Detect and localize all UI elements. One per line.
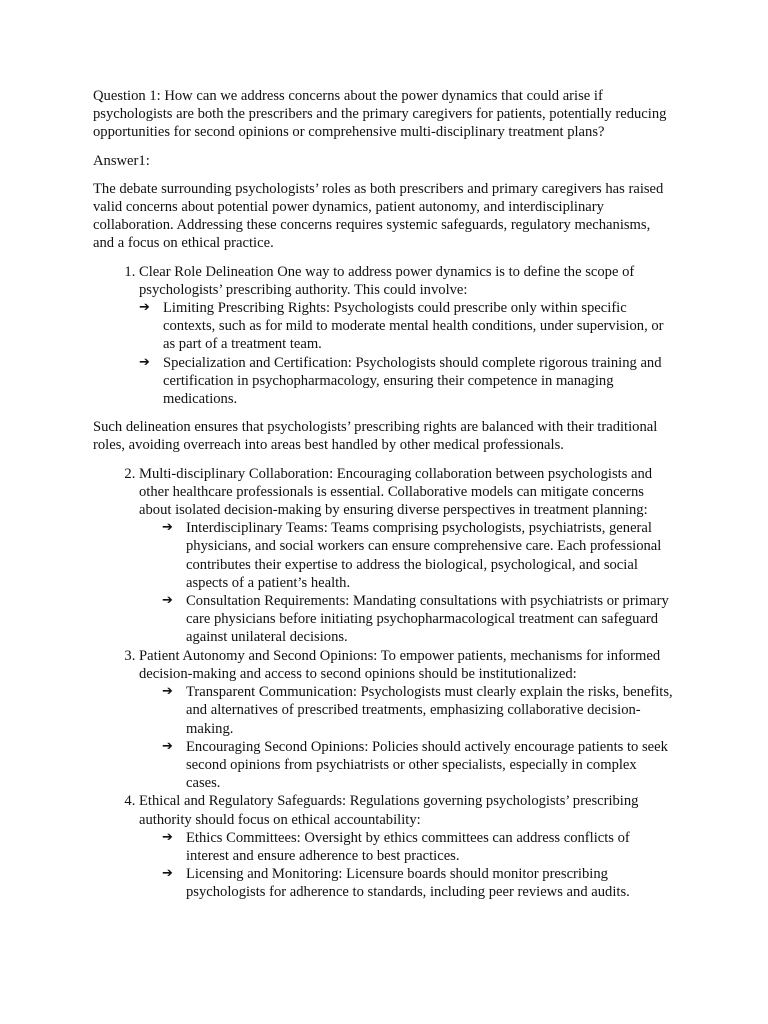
bullet-item — [162, 829, 673, 865]
arrow-bullet-icon: ➔ — [162, 520, 173, 536]
list-item-text: Multi-disciplinary Collaboration: Encouraging collaboration between psychologists and other healthcare professionals is essential. Collaborative models can mitigate concerns about isolated decision-making by ensuring diverse perspectives in treatment planning: — [139, 465, 653, 519]
bullet-list — [162, 519, 673, 646]
bullet-item — [162, 592, 673, 647]
list-item-ethical-safeguards — [139, 792, 673, 901]
bullet-item — [162, 683, 673, 738]
bullet-text: Transparent Communication: Psychologists must clearly explain the risks, benefits, and alternatives of prescribed treatments, emphasizing collaborative decision-making. — [186, 684, 673, 737]
arrow-bullet-icon: ➔ — [162, 738, 173, 754]
bullet-item — [162, 519, 673, 592]
list-item-text: Patient Autonomy and Second Opinions: To empower patients, mechanisms for informed decision-making and access to second opinions should be institutionalized: — [139, 647, 661, 682]
arrow-bullet-icon: ➔ — [139, 354, 150, 370]
arrow-bullet-icon: ➔ — [162, 593, 173, 609]
list-item-patient-autonomy — [139, 647, 673, 793]
answer-label: Answer1: — [93, 152, 150, 169]
bullet-item — [162, 738, 673, 793]
bullet-text: Limiting Prescribing Rights: Psychologists could prescribe only within specific contexts, such as for mild to moderate mental health conditions, under supervision, or as part of a treatment team. — [163, 300, 664, 353]
numbered-list-part1 — [93, 263, 673, 409]
bullet-list — [162, 829, 673, 902]
list-item-text: Ethical and Regulatory Safeguards: Regulations governing psychologists’ prescribing authority should focus on ethical accountability: — [139, 793, 639, 828]
bullet-item — [139, 299, 673, 354]
bullet-text: Specialization and Certification: Psychologists should complete rigorous training and certification in psychopharmacology, ensuring their competence in managing medications. — [163, 354, 662, 408]
question-text: Question 1: How can we address concerns about the power dynamics that could arise if psychologists are both the prescribers and the primary caregivers for patients, potentially reducing opportunities for second opinions or comprehensive multi-disciplinary treatment plans? — [93, 88, 667, 141]
intro-paragraph: The debate surrounding psychologists’ roles as both prescribers and primary caregivers has raised valid concerns about potential power dynamics, patient autonomy, and interdisciplinary collaboration. Addressing these concerns requires systemic safeguards, regulatory mechanisms, and a focus on ethical practice. — [93, 180, 664, 252]
bullet-item — [162, 865, 673, 901]
bullet-text: Ethics Committees: Oversight by ethics committees can address conflicts of interest and ensure adherence to best practices. — [186, 829, 630, 864]
bullet-list — [162, 683, 673, 792]
bullet-text: Encouraging Second Opinions: Policies should actively encourage patients to seek second opinions from psychiatrists or other specialists, especially in complex cases. — [186, 738, 668, 792]
bullet-item — [139, 354, 673, 409]
bullet-list — [139, 299, 673, 408]
arrow-bullet-icon: ➔ — [162, 866, 173, 882]
numbered-list-part2 — [93, 465, 673, 902]
bullet-text: Licensing and Monitoring: Licensure boards should monitor prescribing psychologists for adherence to standards, including peer reviews and audits. — [186, 866, 630, 901]
list-item-collaboration — [139, 465, 673, 647]
bullet-text: Consultation Requirements: Mandating consultations with psychiatrists or primary care physicians before initiating psychopharmacological treatment can safeguard against unilateral decisions. — [186, 593, 669, 646]
delineation-paragraph: Such delineation ensures that psychologists’ prescribing rights are balanced with their traditional roles, avoiding overreach into areas best handled by other medical professionals. — [93, 419, 658, 454]
arrow-bullet-icon: ➔ — [162, 684, 173, 700]
list-item-text: Clear Role Delineation One way to address power dynamics is to define the scope of psychologists’ prescribing authority. This could involve: — [139, 263, 635, 298]
bullet-text: Interdisciplinary Teams: Teams comprising psychologists, psychiatrists, general physicians, and social workers can ensure comprehensive care. Each professional contributes their expertise to address the biological, psychological, and social aspects of a patient’s health. — [186, 520, 662, 591]
list-item-role-delineation — [139, 263, 673, 409]
document-page — [93, 87, 673, 912]
arrow-bullet-icon: ➔ — [162, 829, 173, 845]
arrow-bullet-icon: ➔ — [139, 300, 150, 316]
